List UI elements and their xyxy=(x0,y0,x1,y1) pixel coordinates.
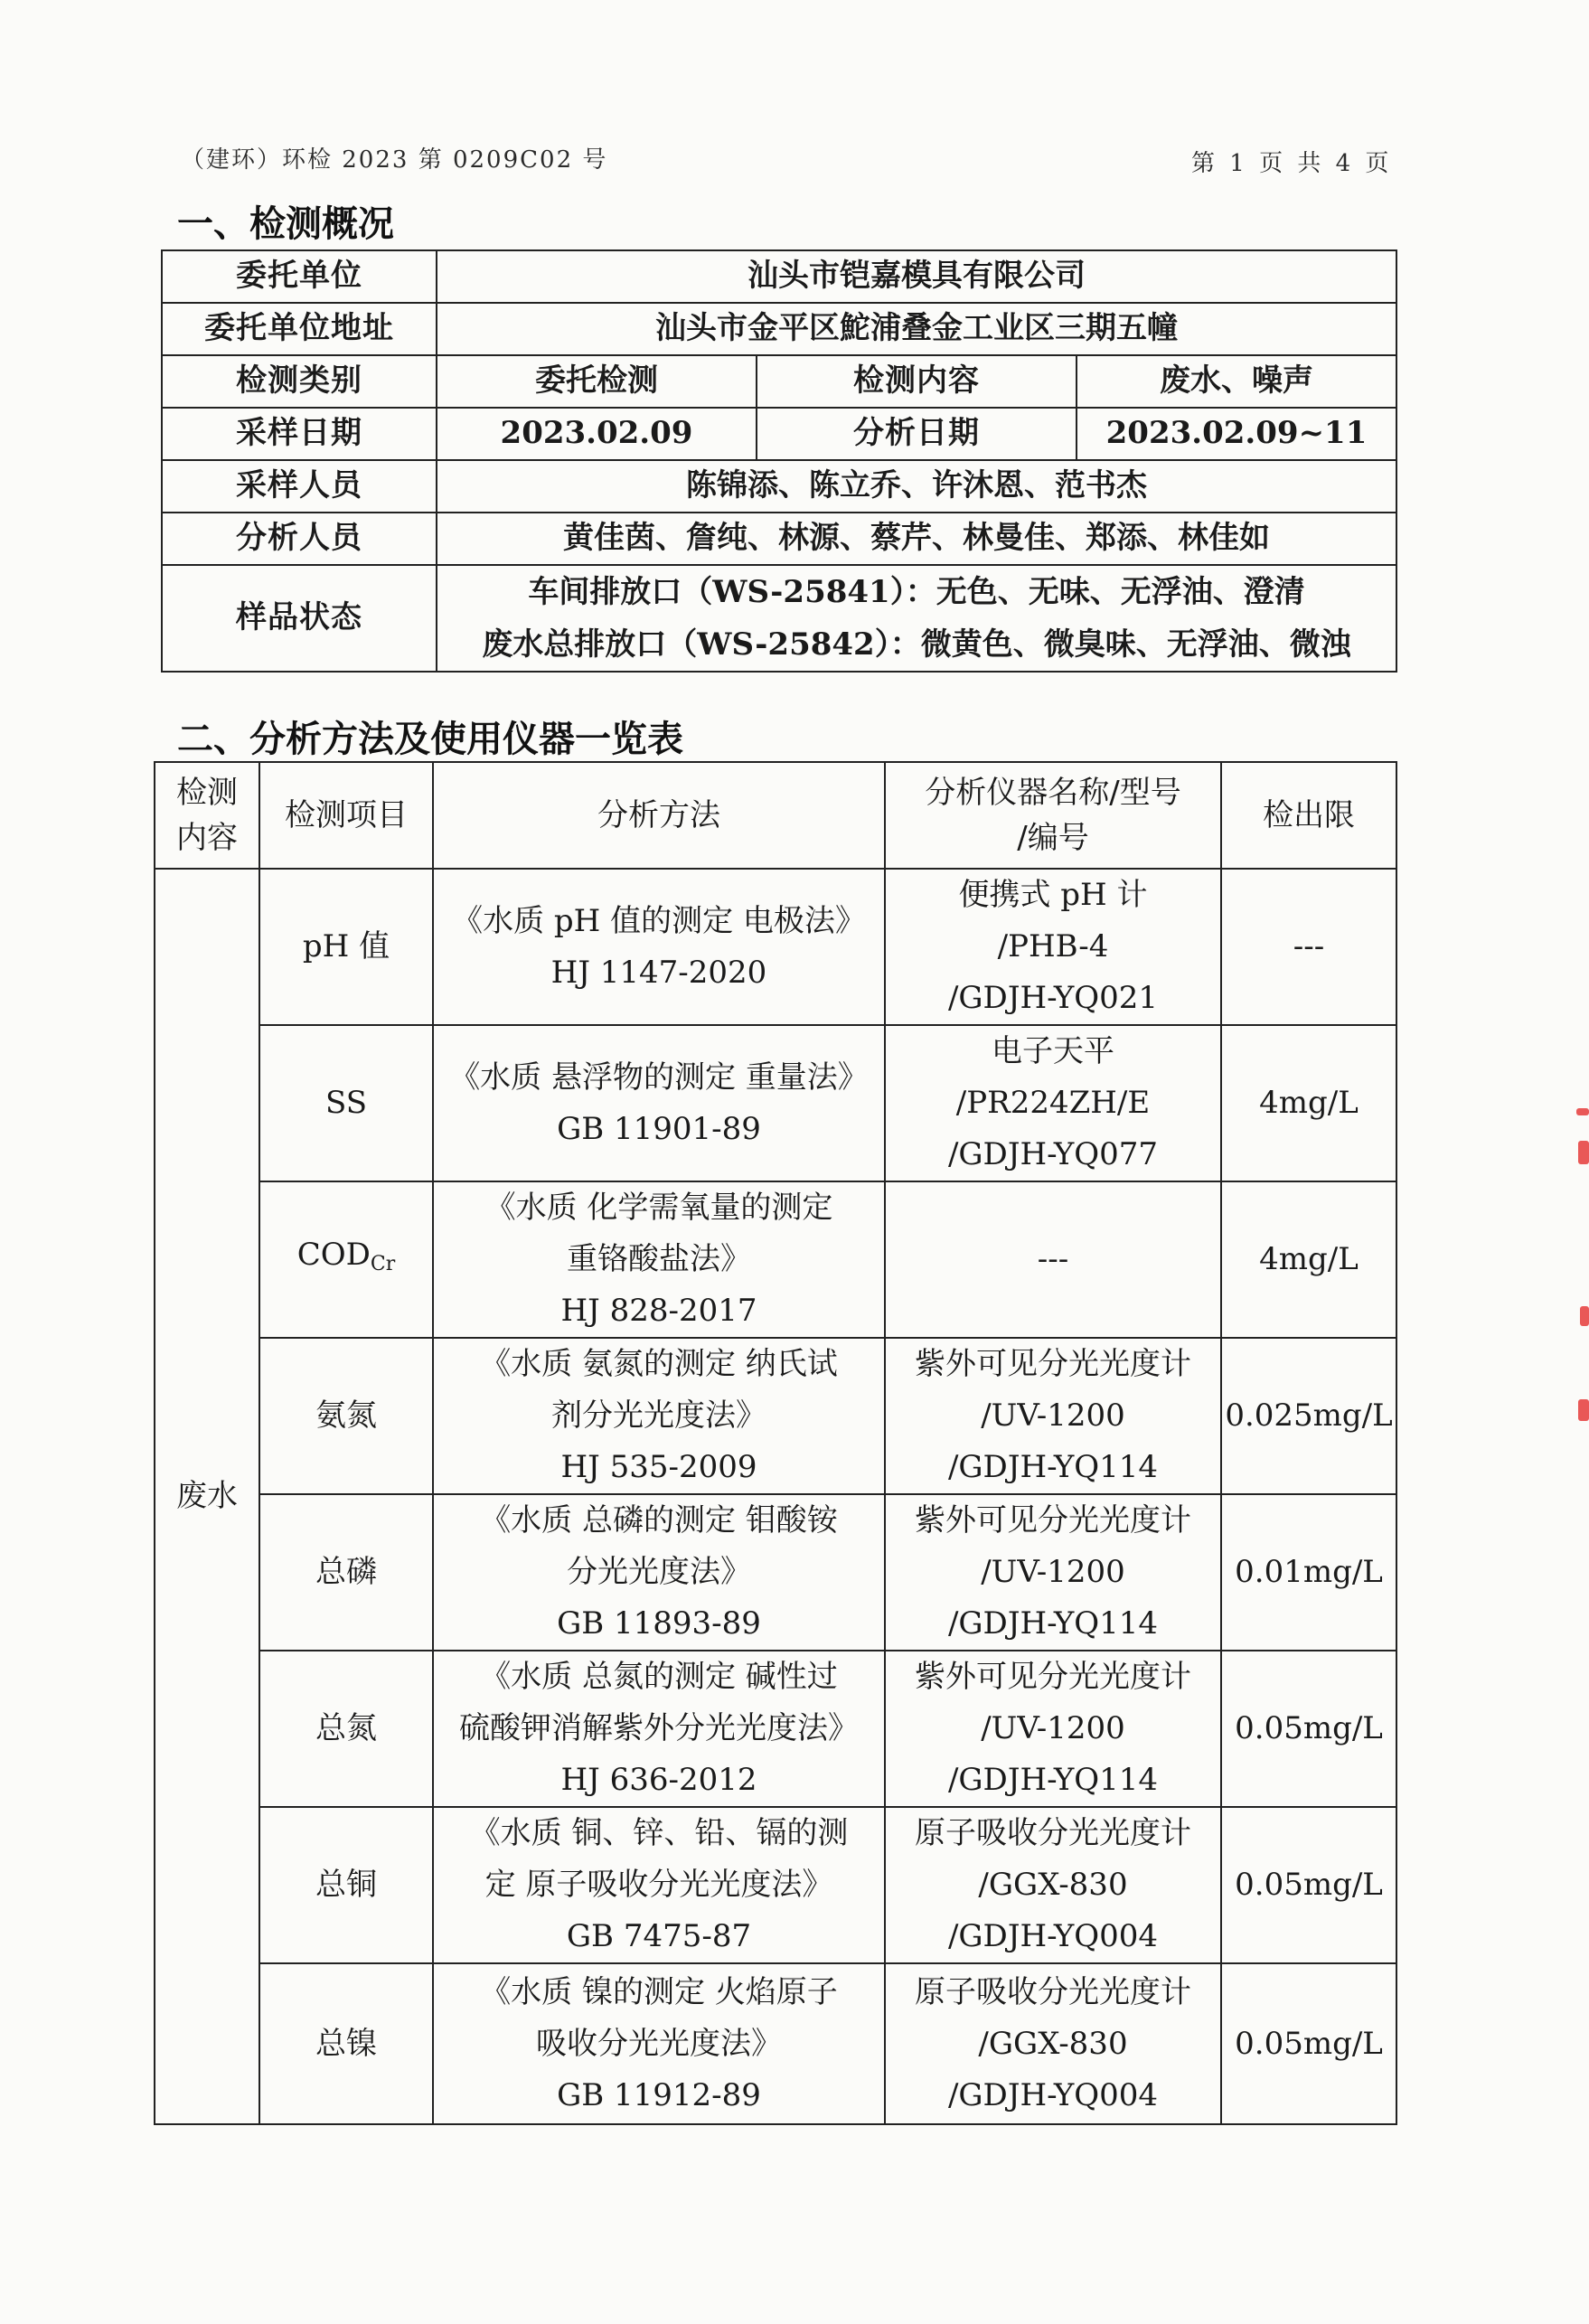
method-line: 《水质 镍的测定 火焰原子 xyxy=(480,1973,838,2010)
instrument-cell xyxy=(885,1651,1221,1807)
method-cell xyxy=(433,1651,885,1807)
table-row xyxy=(155,1807,1396,1963)
instrument-line: /UV-1200 xyxy=(981,1554,1125,1590)
method-line: 吸收分光光度法》 xyxy=(536,2025,782,2062)
method-line: 《水质 铜、锌、铅、镉的测 xyxy=(469,1815,849,1851)
instrument-cell xyxy=(885,1025,1221,1181)
document-number: （建环）环检 2023 第 0209C02 号 xyxy=(181,146,608,174)
instrument-line: /GDJH-YQ114 xyxy=(947,1605,1159,1642)
instrument-line: /GDJH-YQ114 xyxy=(947,1449,1159,1485)
limit-cell: 4mg/L xyxy=(1221,1181,1396,1338)
method-line: 《水质 pH 值的测定 电极法》 xyxy=(452,902,866,939)
method-line: 《水质 氨氮的测定 纳氏试 xyxy=(480,1346,838,1382)
method-line: 《水质 悬浮物的测定 重量法》 xyxy=(449,1059,869,1096)
item-name: 总磷 xyxy=(315,1554,377,1590)
stamp-fragment xyxy=(1576,1108,1589,1115)
item-cell xyxy=(259,1807,433,1963)
instrument-line: /GDJH-YQ004 xyxy=(947,1918,1159,1954)
method-cell xyxy=(433,1494,885,1651)
analysts-label: 分析人员 xyxy=(162,513,437,565)
limit-cell: 4mg/L xyxy=(1221,1025,1396,1181)
method-line: 分光光度法》 xyxy=(567,1554,751,1590)
instrument-line: /GDJH-YQ004 xyxy=(947,2076,1159,2113)
instrument-line: --- xyxy=(1037,1241,1069,1277)
instrument-line: /UV-1200 xyxy=(981,1397,1125,1434)
method-line: GB 11912-89 xyxy=(557,2076,761,2113)
method-line: GB 11893-89 xyxy=(557,1605,761,1642)
category-cell: 废水 xyxy=(155,869,259,2124)
item-cell xyxy=(259,1963,433,2124)
method-line: GB 11901-89 xyxy=(557,1110,761,1147)
table-row xyxy=(155,869,1396,1025)
instrument-line: 紫外可见分光光度计 xyxy=(915,1502,1191,1538)
instrument-cell xyxy=(885,1963,1221,2124)
stamp-fragment xyxy=(1578,1399,1589,1421)
instrument-line: /GGX-830 xyxy=(978,1867,1128,1903)
address-label: 委托单位地址 xyxy=(162,303,437,355)
instrument-cell xyxy=(885,869,1221,1025)
stamp-fragment xyxy=(1580,1306,1589,1326)
header-content: 检测 内容 xyxy=(155,762,259,869)
section-title-methods: 二、分析方法及使用仪器一览表 xyxy=(177,719,683,760)
analysts-value: 黄佳茵、詹纯、林源、蔡芹、林曼佳、郑添、林佳如 xyxy=(437,513,1396,565)
client-value: 汕头市铠嘉模具有限公司 xyxy=(437,250,1396,303)
analysis-date-label: 分析日期 xyxy=(757,408,1077,460)
table-row xyxy=(155,1651,1396,1807)
method-line: HJ 1147-2020 xyxy=(550,954,767,991)
instrument-cell xyxy=(885,1181,1221,1338)
overview-table xyxy=(161,249,1397,673)
limit-cell: 0.05mg/L xyxy=(1221,1651,1396,1807)
client-label: 委托单位 xyxy=(162,250,437,303)
item-name: 总镍 xyxy=(315,2025,377,2062)
page-indicator: 第 1 页 共 4 页 xyxy=(1191,150,1393,177)
method-line: 重铬酸盐法》 xyxy=(567,1241,751,1277)
sampling-date-label: 采样日期 xyxy=(162,408,437,460)
table-row xyxy=(155,1025,1396,1181)
instrument-line: 电子天平 xyxy=(992,1033,1114,1069)
sample-state-value xyxy=(437,565,1396,672)
header-method: 分析方法 xyxy=(433,762,885,869)
instrument-line: 紫外可见分光光度计 xyxy=(915,1346,1191,1382)
samplers-value: 陈锦添、陈立乔、许沐恩、范书杰 xyxy=(437,460,1396,513)
limit-cell: 0.05mg/L xyxy=(1221,1963,1396,2124)
stamp-fragment xyxy=(1578,1141,1589,1164)
item-cell xyxy=(259,1338,433,1494)
instrument-line: /UV-1200 xyxy=(981,1710,1125,1746)
limit-cell: 0.05mg/L xyxy=(1221,1807,1396,1963)
content-label: 检测内容 xyxy=(757,355,1077,408)
method-line: 《水质 总磷的测定 钼酸铵 xyxy=(480,1502,838,1538)
item-name: pH 值 xyxy=(302,928,390,964)
method-line: HJ 535-2009 xyxy=(560,1449,757,1485)
address-value: 汕头市金平区鮀浦叠金工业区三期五幢 xyxy=(437,303,1396,355)
item-name: 总铜 xyxy=(315,1867,377,1903)
instrument-cell xyxy=(885,1338,1221,1494)
item-name: SS xyxy=(325,1085,367,1121)
header-item: 检测项目 xyxy=(259,762,433,869)
instrument-line: /PHB-4 xyxy=(997,928,1109,964)
category-label: 检测类别 xyxy=(162,355,437,408)
category-value: 委托检测 xyxy=(437,355,757,408)
sampling-date-value: 2023.02.09 xyxy=(437,408,757,460)
header-limit: 检出限 xyxy=(1221,762,1396,869)
method-cell xyxy=(433,1025,885,1181)
instrument-line: /PR224ZH/E xyxy=(955,1085,1151,1121)
table-row xyxy=(155,1181,1396,1338)
content-value: 废水、噪声 xyxy=(1077,355,1396,408)
instrument-line: 便携式 pH 计 xyxy=(958,877,1148,913)
item-cell xyxy=(259,1494,433,1651)
item-name: COD xyxy=(296,1237,371,1273)
table-row xyxy=(155,1494,1396,1651)
method-cell xyxy=(433,1807,885,1963)
method-line: 定 原子吸收分光光度法》 xyxy=(484,1867,833,1903)
table-row xyxy=(155,1338,1396,1494)
method-line: 《水质 化学需氧量的测定 xyxy=(484,1190,833,1226)
instrument-cell xyxy=(885,1494,1221,1651)
table-row xyxy=(155,1963,1396,2124)
sample-state-line-1: 车间排放口（WS-25841）：无色、无味、无浮油、澄清 xyxy=(528,574,1305,610)
limit-cell: 0.01mg/L xyxy=(1221,1494,1396,1651)
instrument-line: 紫外可见分光光度计 xyxy=(915,1659,1191,1695)
method-line: 《水质 总氮的测定 碱性过 xyxy=(480,1659,838,1695)
item-cell xyxy=(259,1651,433,1807)
sample-state-line-2: 废水总排放口（WS-25842）：微黄色、微臭味、无浮油、微浊 xyxy=(482,626,1351,663)
limit-cell: 0.025mg/L xyxy=(1221,1338,1396,1494)
instrument-line: /GDJH-YQ021 xyxy=(947,980,1159,1016)
sample-state-label: 样品状态 xyxy=(162,565,437,672)
item-cell xyxy=(259,1181,433,1338)
methods-table xyxy=(154,761,1397,2125)
item-cell xyxy=(259,869,433,1025)
method-line: GB 7475-87 xyxy=(566,1918,752,1954)
method-line: 硫酸钾消解紫外分光光度法》 xyxy=(459,1710,859,1746)
method-cell xyxy=(433,1338,885,1494)
item-cell xyxy=(259,1025,433,1181)
header-instrument: 分析仪器名称/型号 /编号 xyxy=(885,762,1221,869)
method-line: HJ 828-2017 xyxy=(560,1293,757,1329)
limit-cell: --- xyxy=(1221,869,1396,1025)
instrument-line: 原子吸收分光光度计 xyxy=(915,1973,1191,2010)
instrument-line: /GDJH-YQ114 xyxy=(947,1762,1159,1798)
instrument-line: 原子吸收分光光度计 xyxy=(915,1815,1191,1851)
item-name: 氨氮 xyxy=(315,1397,377,1434)
method-cell xyxy=(433,869,885,1025)
section-title-overview: 一、检测概况 xyxy=(177,203,394,245)
instrument-cell xyxy=(885,1807,1221,1963)
item-name: 总氮 xyxy=(315,1710,377,1746)
method-cell xyxy=(433,1181,885,1338)
item-subscript: Cr xyxy=(370,1253,396,1275)
method-line: 剂分光光度法》 xyxy=(551,1397,766,1434)
instrument-line: /GGX-830 xyxy=(978,2025,1128,2062)
samplers-label: 采样人员 xyxy=(162,460,437,513)
method-cell xyxy=(433,1963,885,2124)
method-line: HJ 636-2012 xyxy=(560,1762,757,1798)
analysis-date-value: 2023.02.09~11 xyxy=(1077,408,1396,460)
instrument-line: /GDJH-YQ077 xyxy=(947,1136,1159,1172)
